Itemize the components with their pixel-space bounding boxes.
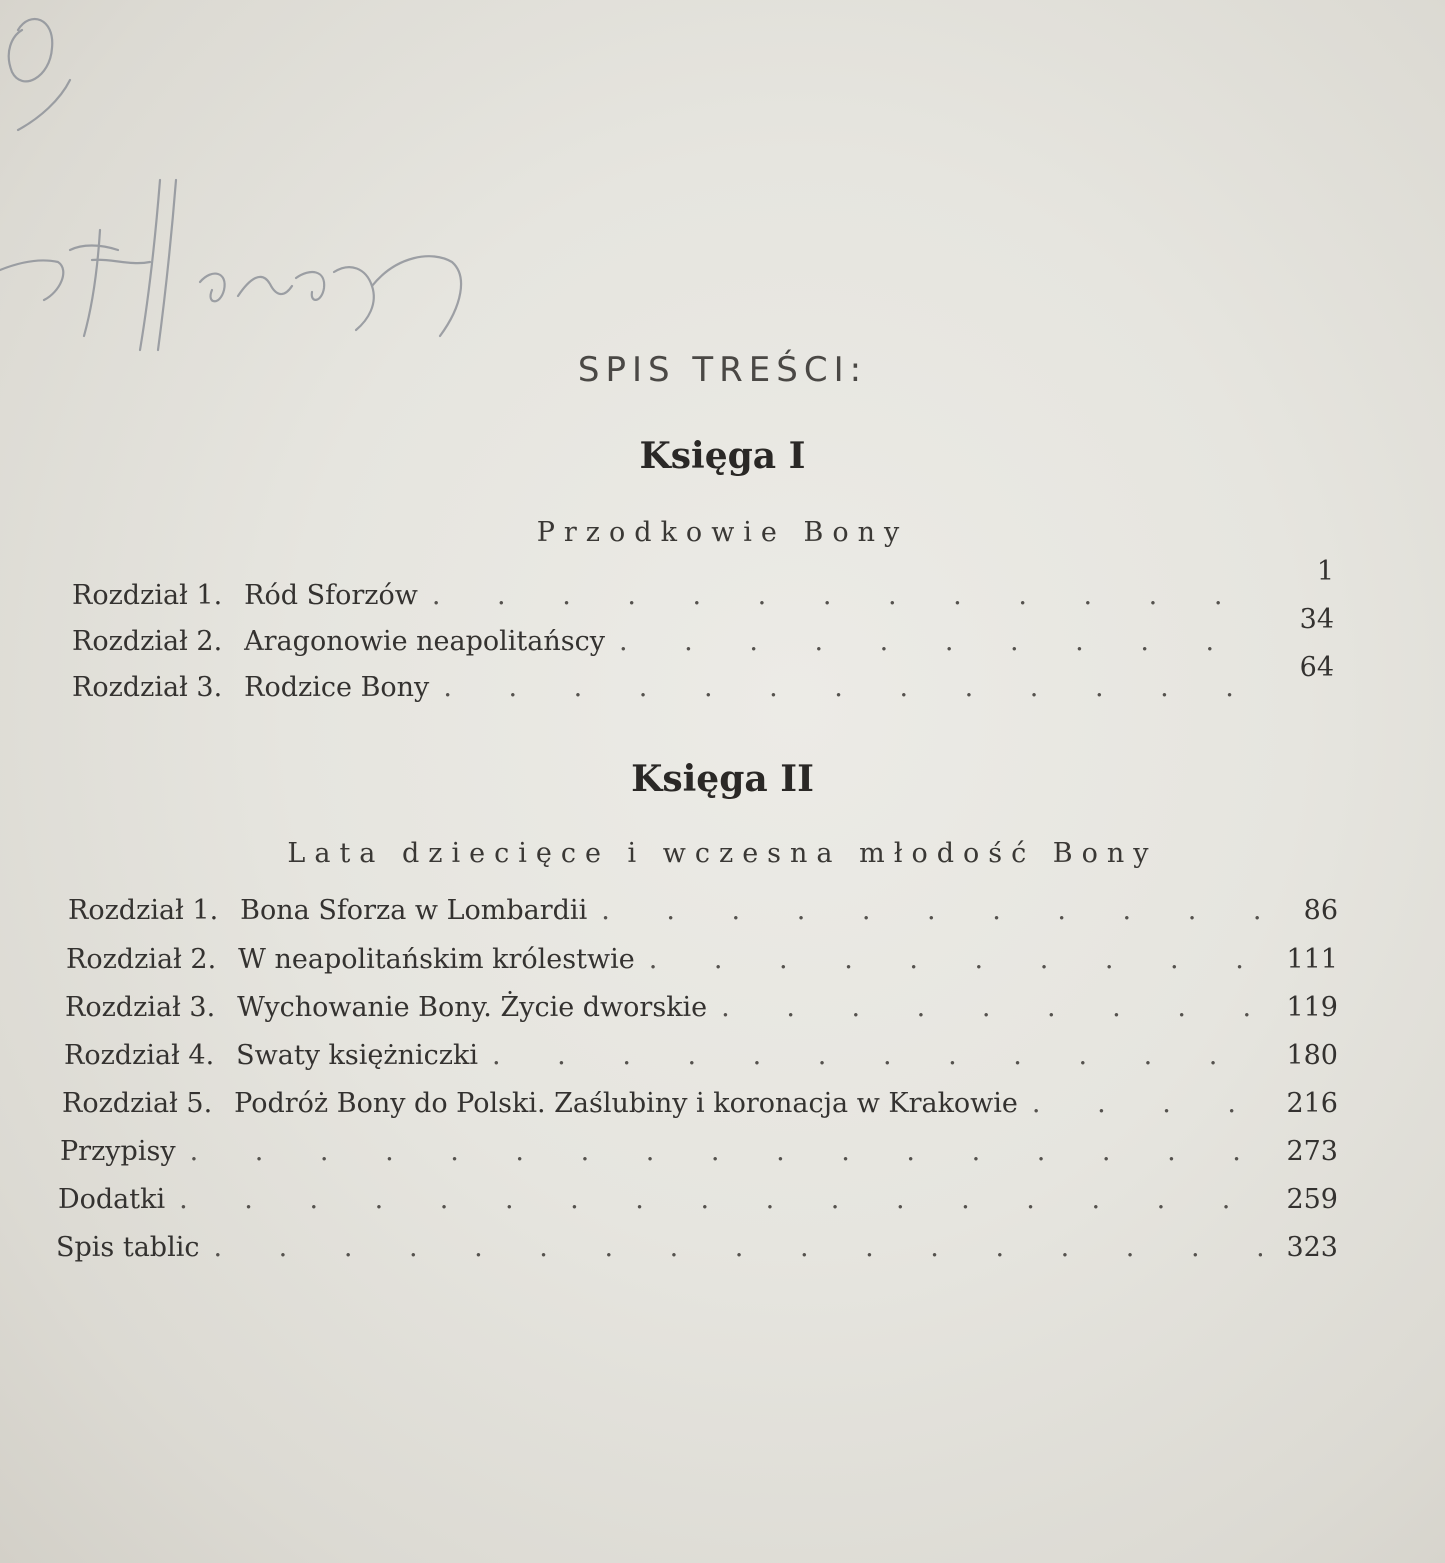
chapter-page: 180	[1286, 1040, 1338, 1071]
chapter-label: Rozdział 4.	[64, 1040, 215, 1071]
back-matter-page: 323	[1286, 1232, 1338, 1263]
leader-dots	[443, 672, 1236, 703]
back-matter-title: Przypisy	[60, 1136, 176, 1167]
chapter-page: 86	[1303, 895, 1338, 926]
book-2-chapter-3	[65, 992, 1338, 1032]
book-1-chapter-1	[72, 580, 1250, 620]
chapter-title: Rodzice Bony	[244, 672, 430, 703]
book-2-subtitle: Lata dziecięce i wczesna młodość Bony	[287, 838, 1158, 869]
leader-dots	[190, 1136, 1262, 1167]
chapter-page: 119	[1286, 992, 1338, 1023]
back-matter-page: 259	[1286, 1184, 1338, 1215]
chapter-page: 216	[1286, 1088, 1338, 1119]
leader-dots	[213, 1232, 1262, 1263]
chapter-label: Rozdział 3.	[65, 992, 216, 1023]
leader-dots	[619, 626, 1236, 657]
book-1-chapter-3	[72, 672, 1250, 712]
chapter-title: Wychowanie Bony. Życie dworskie	[237, 992, 708, 1023]
back-matter-footnotes	[60, 1136, 1338, 1176]
chapter-label: Rozdział 2.	[66, 944, 217, 975]
book-2-title: Księga II	[631, 758, 814, 800]
leader-dots	[432, 580, 1236, 611]
pencil-handwriting-mark	[0, 0, 480, 380]
leader-dots	[721, 992, 1262, 1023]
chapter-title: Podróż Bony do Polski. Zaślubiny i koronacja w Krakowie	[234, 1088, 1018, 1119]
book-1-chapter-2	[72, 626, 1250, 666]
leader-dots	[179, 1184, 1262, 1215]
chapter-label: Rozdział 2.	[72, 626, 223, 657]
back-matter-title: Spis tablic	[56, 1232, 200, 1263]
chapter-title: Aragonowie neapolitańscy	[244, 626, 605, 657]
book-2-chapter-1	[68, 895, 1338, 935]
chapter-page: 111	[1286, 944, 1338, 975]
book-2-chapter-5	[62, 1088, 1338, 1128]
chapter-title: Ród Sforzów	[244, 580, 418, 611]
chapter-label: Rozdział 3.	[72, 672, 223, 703]
back-matter-plates	[56, 1232, 1338, 1272]
leader-dots	[649, 944, 1262, 975]
chapter-title: Swaty księżniczki	[236, 1040, 478, 1071]
book-1-subtitle: Przodkowie Bony	[536, 517, 909, 548]
book-1-chapter-3-page: 64	[1299, 652, 1334, 683]
chapter-title: W neapolitańskim królestwie	[238, 944, 635, 975]
toc-heading: SPIS TREŚCI:	[577, 350, 868, 390]
leader-dots	[601, 895, 1262, 926]
book-2-chapter-2	[66, 944, 1338, 984]
book-2-chapter-4	[64, 1040, 1338, 1080]
book-1-chapter-2-page: 34	[1299, 604, 1334, 635]
chapter-label: Rozdział 1.	[68, 895, 219, 926]
chapter-label: Rozdział 5.	[62, 1088, 213, 1119]
back-matter-appendices	[58, 1184, 1338, 1224]
leader-dots	[1032, 1088, 1262, 1119]
back-matter-page: 273	[1286, 1136, 1338, 1167]
chapter-label: Rozdział 1.	[72, 580, 223, 611]
chapter-title: Bona Sforza w Lombardii	[240, 895, 588, 926]
back-matter-title: Dodatki	[58, 1184, 166, 1215]
book-1-title: Księga I	[639, 435, 806, 477]
leader-dots	[492, 1040, 1262, 1071]
book-1-chapter-1-page: 1	[1316, 556, 1334, 587]
